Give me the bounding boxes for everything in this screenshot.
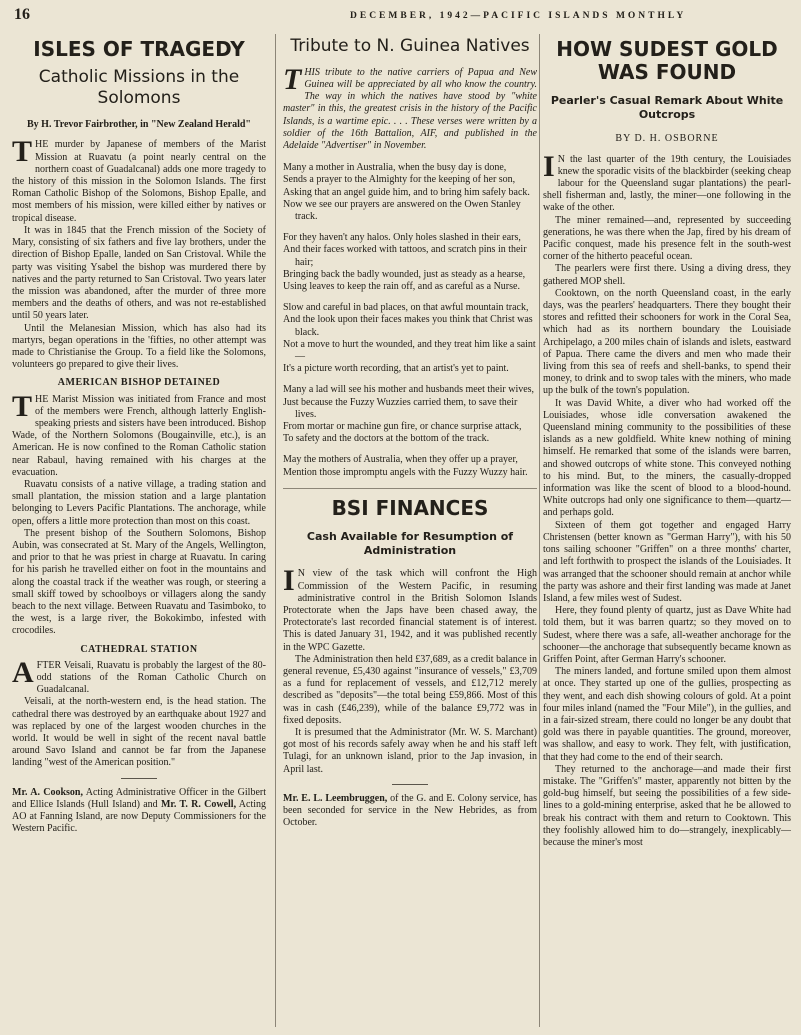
article-body <box>12 135 266 769</box>
poem-line: Using leaves to keep the rain off, and as careful as a Nurse. <box>283 280 520 292</box>
section-heading: AMERICAN BISHOP DETAINED <box>57 377 221 389</box>
poem-line: From mortar or machine gun fire, or chance surprise attack, <box>283 421 522 433</box>
article-isles-of-tragedy <box>12 32 266 1029</box>
article-title: BSI FINANCES <box>331 495 489 520</box>
paragraph: The pearlers were first there. Using a diving dress, they gathered MOP shell. <box>543 263 791 287</box>
paragraph: Here, they found plenty of quartz, just as Dave White had told them, but it was barren quartz; so they moved on to Sudest, where there was a safe, all-weather anchorage for the schooner—the anchorage that subsequently became known as Griffen Point, after German Harry's schooner. <box>543 605 791 665</box>
paragraph: Ruavatu consists of a native village, a trading station and small plantation, the mission station and a large plantation belonging to Levers Pacific Plantations. The anchorage, while open, offers a little more protection than most on this coast. <box>12 478 266 527</box>
drop-cap: T <box>283 62 302 96</box>
poem-line: Bringing back the badly wounded, just as steady as a hearse, <box>283 268 526 280</box>
paragraph: Veisali, at the north-western end, is the head station. The cathedral there was destroyed by an earthquake about 1927 and was replaced by one of the largest wooden churches in the world. It would be well in sight of the recent naval battle around Savo Island and cannot be far from the Japanese landing "west of the American position." <box>12 696 266 769</box>
article-sudest-gold <box>543 32 791 1029</box>
article-subtitle: Pearler's Casual Remark About White Outcrops <box>550 94 784 122</box>
poem-line: Mention those impromptu angels with the Fuzzy Wuzzy hair. <box>283 466 528 478</box>
article-byline: BY D. H. OSBORNE <box>615 132 719 144</box>
drop-cap: A <box>12 655 34 689</box>
article-subtitle: Catholic Missions in the Solomons <box>38 67 240 108</box>
poem-line: Now we see our prayers are answered on the Owen Stanley track. <box>283 198 521 222</box>
drop-cap: T <box>12 135 33 169</box>
poem-line: Many a lad will see his mother and husbands meet their wives, <box>283 384 535 396</box>
poem-line: And their faces worked with tattoos, and scratch pins in their hair; <box>283 244 527 268</box>
poem-line: Asking that an angel guide him, and to bring him safely back. <box>283 186 530 198</box>
article-body <box>543 149 791 850</box>
paragraph: It was David White, a diver who had worked off the Louisiades, whose idle conversation awakened the Queensland mining community to the possibilities of these islands as a new goldfield. White knew nothing of mining himself. He remarked that some of the islands were barren, and showed outcrops of white stone. This conveyed nothing to his mind. But, to the miners, the casually-dropped information was like the scent of blood to a blood-hound. White outcrops had only one significance to them—quartz—and perhaps gold. <box>543 397 791 519</box>
paragraph: The miner remained—and, represented by succeeding generations, he was there when the Jap, fired by his dream of Pacific conquest, made his presence felt in the south-west corner of the hitherto peaceful ocean. <box>543 214 791 263</box>
paragraph: Sixteen of them got together and engaged Harry Christensen (better known as "German Harry"), with his 50 tons sailing schooner "Griffen" on a three months' charter, and left forthwith to prospect the islands of the Louisiades. It was arranged that the schooner should remain at anchor while the party was ashore and their first landing was made at Janet Island, a few miles west of Sudest. <box>543 519 791 604</box>
drop-cap: T <box>12 389 33 423</box>
article-tribute <box>283 32 537 1029</box>
poem-line: Many a mother in Australia, when the busy day is done, <box>283 162 507 174</box>
article-title: HOW SUDEST GOLD WAS FOUND <box>556 37 778 84</box>
poem-line: For they haven't any halos. Only holes slashed in their ears, <box>283 232 521 244</box>
paragraph: Cooktown, on the north Queensland coast, in the early days, was the pearlers' headquarters. There they bought their stores and refitted their schooners for work in the Coral Sea, which had as its northern boundary the Louisiade Archipelago, a 200 miles chain of islands and islets, eastward of Papua. There came the divers and men who made their living from this sea of reefs and shell-banks, to spend their money, to drink and to swop tales with the miners, who made up the bulk of the town's population. <box>543 287 791 397</box>
paragraph: THE Marist Mission was initiated from France and most of the members were French, although latterly English-speaking priests and sisters have been introduced. Bishop Wade, of the Northern Solomons (Bougainville, etc.), is an American. He is now confined to the Roman Catholic station near Rabaul, having remained with his charges at the evacuation. <box>12 389 266 478</box>
section-heading: CATHEDRAL STATION <box>80 643 198 655</box>
divider <box>283 488 537 489</box>
poem-stanza <box>283 162 537 223</box>
paragraph: It is presumed that the Administrator (Mr. W. S. Marchant) got most of his records safely away when he and his staff left Tulagi, for an unknown island, prior to the Jap invasion, in April last. <box>283 727 537 775</box>
paragraph: The miners landed, and fortune smiled upon them almost at once. They started up one of the gullies, prospecting as they went, and each dish showing colours of gold. At a point four miles inland (named the "Four Mile"), in the gullies, and in a fair-sized stream, there could no longer be any doubt that gold was there in payable quantities. The ground, moreover, was shallow, and easy to work. They felt, with justification, that they had come to the end of their search. <box>543 666 791 763</box>
poem-line: To safety and the doctors at the bottom of the track. <box>283 433 490 445</box>
poem-line: May the mothers of Australia, when they offer up a prayer, <box>283 454 518 466</box>
poem-line: Sends a prayer to the Almighty for the keeping of her son, <box>283 174 516 186</box>
running-head: DECEMBER, 1942—PACIFIC ISLANDS MONTHLY <box>350 11 687 21</box>
paragraph: AFTER Veisali, Ruavatu is probably the largest of the 80-odd stations of the Roman Catholic Church on Guadalcanal. <box>12 655 266 696</box>
paragraph: Until the Melanesian Mission, which has also had its martyrs, began operations in the 'fifties, no other attempt was made to Christianise the Group. To a field like the Solomons, volunteers go prepared to give their lives. <box>12 322 266 371</box>
article-byline: By H. Trevor Fairbrother, in "New Zealand Herald" <box>27 119 251 131</box>
poem <box>283 162 537 479</box>
poem-line: It's a picture worth recording, that an artist's yet to paint. <box>283 363 509 375</box>
page-number: 16 <box>14 6 30 23</box>
article-title: ISLES OF TRAGEDY <box>33 37 245 61</box>
poem-stanza <box>283 454 537 478</box>
paragraph: The Administration then held £37,689, as a credit balance in general revenue, £5,430 against "insurance of vessels," £3,709 as a fund for replacement of vessels, and £12,712 merely described as "deposits"—the total being £59,866. Most of this was in cash (£46,239), while of the balance £9,772 was in fixed deposits. <box>283 653 537 726</box>
poem-line: Just because the Fuzzy Wuzzies carried them, to save their lives. <box>283 396 518 420</box>
paragraph: It was in 1845 that the French mission of the Society of Mary, consisting of six fathers and five lay brothers, under the direction of Bishop Epalle, landed on San Cristoval. While the party was visiting Ysabel the bishop was murdered there by natives and the party returned to San Cristoval. Two years later the mission was abandoned, after the murder of three more members and the deaths of others, and was not re-established until 50 years later. <box>12 224 266 322</box>
drop-cap: I <box>283 564 295 598</box>
paragraph: They returned to the anchorage—and made their first mistake. The "Griffen's" master, apparently not bitten by the gold-bug himself, but seeing the possibilities of a few side-lines to a gold-mining enterprise, asked that he be allowed to break his contract with them and return to Cooktown. This they foolishly allowed him to do—strangely, inexplicably—because the miner's most <box>543 763 791 848</box>
poem-stanza <box>283 232 537 293</box>
paragraph: I N view of the task which will confront the High Commission of the Western Pacific, in resuming administrative control in the British Solomon Islands Protectorate when the Japs have been chased away, the Protectorate's last recorded financial statement is of interest. This is dated January 31, 1942, and it was published recently in the WPC Gazette. <box>283 564 537 653</box>
poem-line: Not a move to hurt the wounded, and they treat him like a saint— <box>283 338 536 362</box>
poem-line: And the look upon their faces makes you think that Christ was black. <box>283 314 533 338</box>
article-title: Tribute to N. Guinea Natives <box>290 36 530 56</box>
news-note: Mr. A. Cookson, Acting Administrative Officer in the Gilbert and Ellice Islands (Hull Island) and Mr. T. R. Cowell, Acting AO at Fanning Island, are now Deputy Commissioners for the Western Pacific. <box>12 786 266 835</box>
paragraph: The present bishop of the Southern Solomons, Bishop Aubin, was consecrated at St. Mary of the Angels, Wellington, and prior to that he was priest in charge at Ruavatu. In caring for his parish he travelled either on foot in the mountains and along the coastal track if the weather was rough, or steering a small skiff towed by schoolboys or villagers along the sandy beach to the next village. Between Ruavatu and Tasimboko, to the west, is a large river, the Bokokimbo, infested with crocodiles. <box>12 527 266 637</box>
paragraph: THE murder by Japanese of members of the Marist Mission at Ruavatu (a point nearly central on the northern coast of Guadalcanal) adds one more tragedy to the history of this mission in the Solomon Islands. The first Roman Catholic Bishop of the Solomons, Bishop Epalle, and most members of his mission, were killed either by natives or tropical disease. <box>12 135 266 224</box>
article-subtitle: Cash Available for Resumption of Administration <box>306 529 514 558</box>
drop-cap: I <box>543 149 555 183</box>
column-rule-left <box>275 34 276 1027</box>
column-rule-right <box>539 34 540 1027</box>
divider <box>392 784 428 785</box>
poem-stanza <box>283 302 537 375</box>
article-intro: THIS tribute to the native carriers of Papua and New Guinea will be appreciated by all who know the country. The way in which the natives have stood by "white master" in this, the greatest crisis in the history of the Pacific Islands, is a wartime epic. . . . These verses were written by a soldier of the 16th Battalion, AIF, and published in the Adelaide "Advertiser" in November. <box>283 62 537 151</box>
article-body <box>283 564 537 775</box>
news-note: Mr. E. L. Leembruggen, of the G. and E. Colony service, has been seconded for service in the New Hebrides, as from October. <box>283 792 537 829</box>
poem-stanza <box>283 384 537 445</box>
divider <box>121 778 157 779</box>
paragraph: I N the last quarter of the 19th century, the Louisiades knew the sporadic visits of the blackbirder (seeking cheap labour for the Queensland sugar plantations) the pearl-shell fisherman and, lastly, the miner—one following in the wake of the other. <box>543 149 791 214</box>
poem-line: Slow and careful in bad places, on that awful mountain track, <box>283 302 529 314</box>
